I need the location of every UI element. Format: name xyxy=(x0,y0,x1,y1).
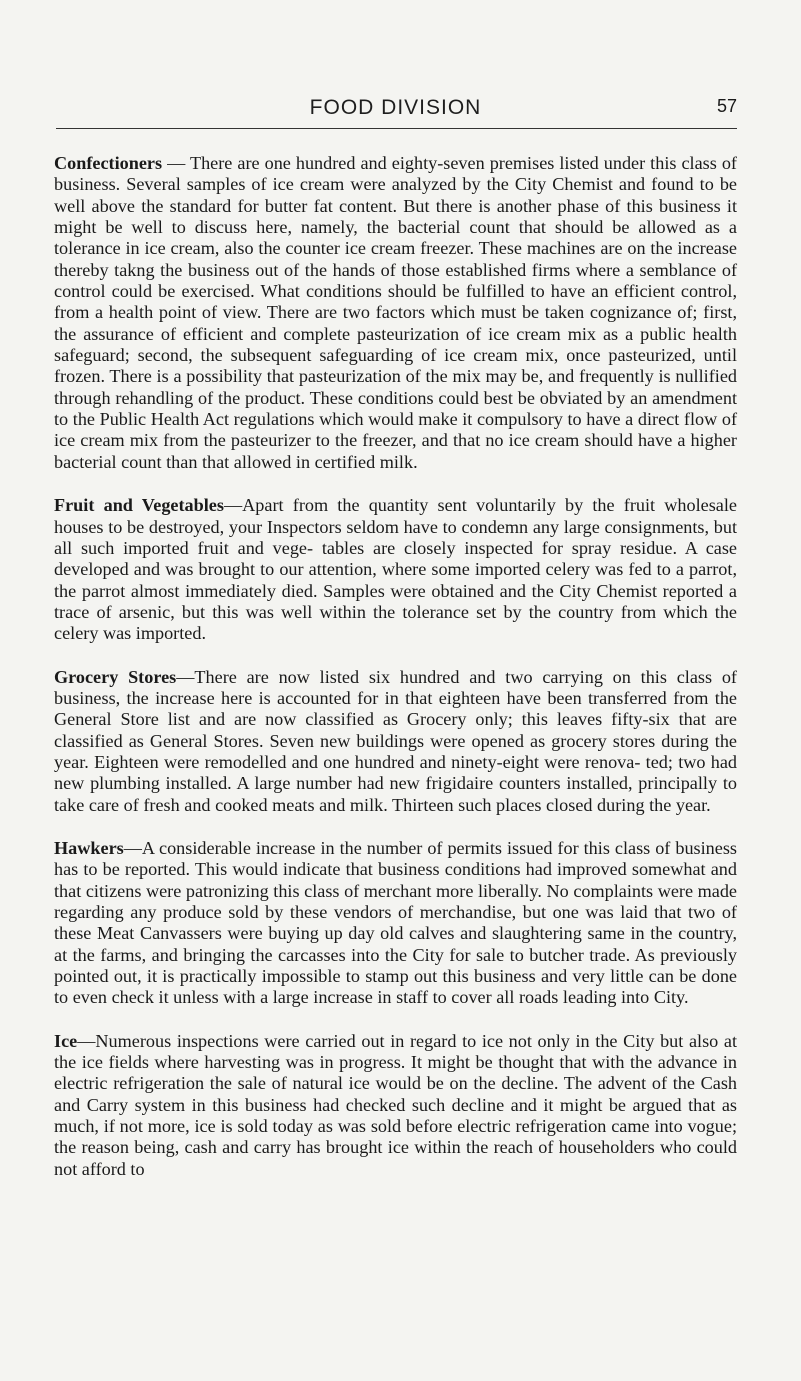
section-heading: Grocery Stores xyxy=(54,666,177,687)
section-heading: Fruit and Vegetables xyxy=(54,495,224,516)
paragraph-text: — There are one hundred and eighty-seven premises listed under this class of business. Several samples of ice cream were analyzed by the City Chemist and found to be well above the standard for butter fat content. But there is another phase of this business it might be well to discuss here, namely, the bacterial count that should be allowed as a tolerance in ice cream, also the counter ice cream freezer. These machines are on the increase thereby takng the business out of the hands of those established firms where a semblance of control could be exercised. What conditions should be fulfilled to have an efficient control, from a health point of view. There are two factors which must be taken cognizance of; first, the assurance of efficient and complete pasteurization of ice cream mix as a public health safeguard; second, the subsequent safeguarding of ice cream mix, once pasteurized, until frozen. There is a possibility that pasteurization of the mix may be, and frequently is nullified through rehandling of the product. These conditions could best be obviated by an amendment to the Public Health Act regulations which would make it compulsory to have a direct flow of ice cream mix from the pasteurizer to the freezer, and that no ice cream should have a higher bacterial count than that allowed in certified milk. xyxy=(54,153,737,472)
section-heading: Ice xyxy=(54,1030,78,1051)
paragraph-grocery-stores xyxy=(54,667,737,816)
paragraph-hawkers xyxy=(54,838,737,1009)
paragraph-ice xyxy=(54,1031,737,1180)
paragraph-fruit-and-vegetables xyxy=(54,495,737,644)
page-header xyxy=(54,96,737,130)
paragraph-confectioners xyxy=(54,153,737,473)
page-title: FOOD DIVISION xyxy=(309,96,482,119)
section-heading: Confectioners xyxy=(54,153,163,173)
paragraph-text: —Apart from the quantity sent voluntarily by the fruit wholesale houses to be destroyed, your Inspectors seldom have to condemn any large consignments, but all such imported fruit and vege- tables are closely inspected for spray residue. A case developed and was brought to our attention, where some imported celery was fed to a parrot, the parrot almost immediately died. Samples were obtained and the City Chemist reported a trace of arsenic, but this was well within the tolerance set by the country from which the celery was imported. xyxy=(54,495,738,644)
page-number: 57 xyxy=(716,96,737,116)
paragraph-text: —There are now listed six hundred and two carrying on this class of business, the increase here is accounted for in that eighteen have been transferred from the General Store list and are now classified as Grocery only; this leaves fifty-six that are classified as General Stores. Seven new buildings were opened as grocery stores during the year. Eighteen were remodelled and one hundred and ninety-eight were renova- ted; two had new plumbing installed. A large number had new frigidaire counters installed, principally to take care of fresh and cooked meats and milk. Thirteen such places closed during the year. xyxy=(54,666,737,815)
document-body xyxy=(54,153,737,1202)
paragraph-text: —A considerable increase in the number of permits issued for this class of business has to be reported. This would indicate that business conditions had improved somewhat and that citizens were patronizing this class of merchant more liberally. No complaints were made regarding any produce sold by these vendors of merchandise, but one was laid that two of these Meat Canvassers were buying up day old calves and slaughtering same in the country, at the farms, and bringing the carcasses into the City for sale to butcher trade. As previously pointed out, it is practically impossible to stamp out this business and very little can be done to even check it unless with a large increase in staff to cover all roads leading into City. xyxy=(54,837,737,1008)
paragraph-text: —Numerous inspections were carried out in regard to ice not only in the City but also at the ice fields where harvesting was in progress. It might be thought that with the advance in electric refrigeration the sale of natural ice would be on the decline. The advent of the Cash and Carry system in this business had checked such decline and it might be argued that as much, if not more, ice is sold today as was sold before electric refrigeration came into vogue; the reason being, cash and carry has brought ice within the reach of householders who could not afford to xyxy=(54,1030,737,1179)
section-heading: Hawkers xyxy=(54,837,124,858)
header-rule xyxy=(56,128,737,129)
